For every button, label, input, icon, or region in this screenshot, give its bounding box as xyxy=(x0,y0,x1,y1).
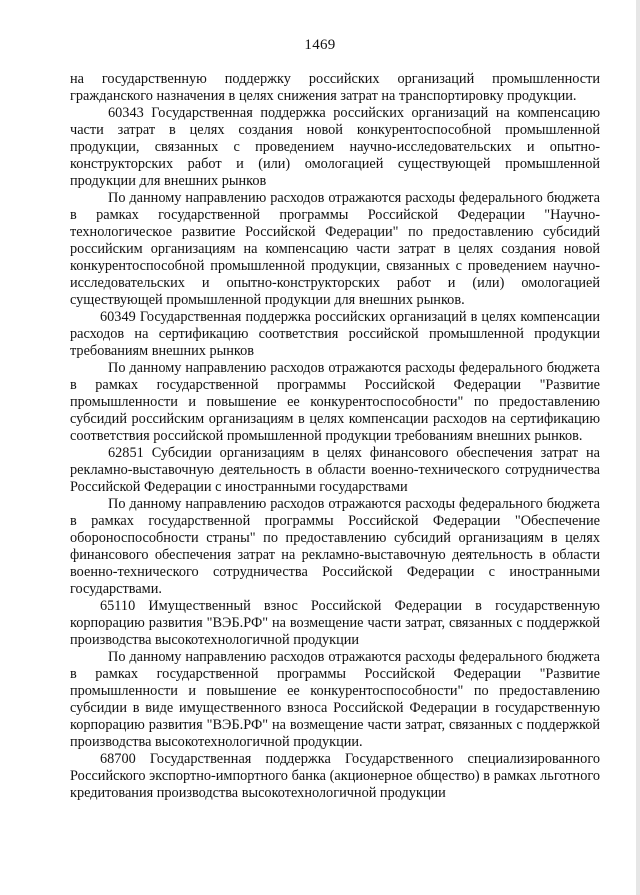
document-body xyxy=(70,71,600,802)
paragraph-heading-60343: 60343 Государственная поддержка российских организаций на компенсацию части затрат в целях создания новой конкурентоспособной промышленной продукции, связанных с проведением научно-исследовательских и опытно-конструкторских работ и (или) омологацией существующей промышленной продукции для внешних рынков xyxy=(70,105,600,189)
paragraph-description-65110: По данному направлению расходов отражаются расходы федерального бюджета в рамках государственной программы Российской Федерации "Развитие промышленности и повышение ее конкурентоспособности" по предоставлению субсидии в виде имущественного взноса Российской Федерации в государственную корпорацию развития "ВЭБ.РФ" на возмещение части затрат, связанных с поддержкой производства высокотехнологичной продукции. xyxy=(70,649,600,750)
paragraph-heading-60349: 60349 Государственная поддержка российских организаций в целях компенсации расходов на сертификацию соответствия российской промышленной продукции требованиям внешних рынков xyxy=(70,309,600,359)
paragraph-continuation: на государственную поддержку российских организаций промышленности гражданского назначения в целях снижения затрат на транспортировку продукции. xyxy=(70,71,600,104)
page-number: 1469 xyxy=(304,37,336,53)
paragraph-description-62851: По данному направлению расходов отражаются расходы федерального бюджета в рамках государственной программы Российской Федерации "Обеспечение обороноспособности страны" по предоставлению субсидий организациям в целях финансового обеспечения затрат на рекламно-выставочную деятельность в области военно-технического сотрудничества Российской Федерации с иностранными государствами. xyxy=(70,496,600,597)
paragraph-heading-65110: 65110 Имущественный взнос Российской Федерации в государственную корпорацию развития "ВЭБ.РФ" на возмещение части затрат, связанных с поддержкой производства высокотехнологичной продукции xyxy=(70,598,600,648)
paragraph-heading-68700: 68700 Государственная поддержка Государственного специализированного Российского экспортно-импортного банка (акционерное общество) в рамках льготного кредитования производства высокотехнологичной продукции xyxy=(70,751,600,801)
scan-edge-shadow xyxy=(636,0,640,895)
paragraph-description-60343: По данному направлению расходов отражаются расходы федерального бюджета в рамках государственной программы Российской Федерации "Научно-технологическое развитие Российской Федерации" по предоставлению субсидий российским организациям на компенсацию части затрат в целях создания новой конкурентоспособной промышленной продукции, связанных с проведением научно-исследовательских и опытно-конструкторских работ и (или) омологацией существующей промышленной продукции для внешних рынков. xyxy=(70,190,600,308)
paragraph-heading-62851: 62851 Субсидии организациям в целях финансового обеспечения затрат на рекламно-выставочную деятельность в области военно-технического сотрудничества Российской Федерации с иностранными государствами xyxy=(70,445,600,495)
paragraph-description-60349: По данному направлению расходов отражаются расходы федерального бюджета в рамках государственной программы Российской Федерации "Развитие промышленности и повышение ее конкурентоспособности" по предоставлению субсидий российским организациям в целях компенсации расходов на сертификацию соответствия российской промышленной продукции требованиям внешних рынков. xyxy=(70,360,600,444)
